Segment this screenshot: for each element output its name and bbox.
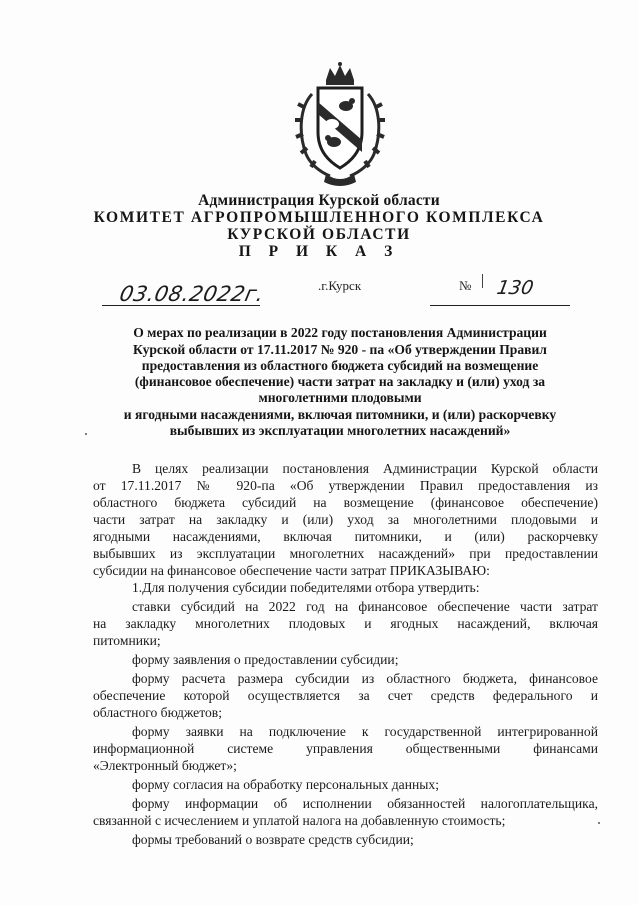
- body-line: областного бюджета субсидий на возмещение (финансовое обеспечение): [93, 495, 598, 510]
- body-line: от 17.11.2017 № 920-па «Об утверждении Правил предоставления из: [93, 478, 598, 493]
- title-line: и ягодными насаждениями, включая питомники, и (или) раскорчевку: [123, 407, 557, 422]
- title-line: (финансовое обеспечение) части затрат на закладку и (или) уход за: [134, 374, 546, 389]
- body-line: выбывших из эксплуатации многолетних насаждений» при предоставлении: [93, 546, 598, 561]
- body-line: форму информации об исполнении обязанностей налогоплательщика,: [132, 796, 598, 811]
- title-line: многолетними плодовыми: [258, 390, 422, 405]
- date-underline: [102, 305, 260, 306]
- scan-speck: [85, 433, 87, 435]
- body-line: на закладку многолетних плодовых и ягодных насаждений, включая: [93, 616, 598, 631]
- title-line: О мерах по реализации в 2022 году постановления Администрации: [133, 325, 547, 340]
- body-line: форму согласия на обработку персональных данных;: [132, 777, 439, 792]
- body-line: питомники;: [93, 633, 161, 648]
- body-line: 1.Для получения субсидии победителями отбора утвердить:: [132, 580, 480, 595]
- title-line: предоставления из областного бюджета субсидий на возмещение: [141, 358, 539, 373]
- body-line: связанной с исчеслением и уплатой налога на добавленную стоимость;: [93, 813, 506, 828]
- body-line: части затрат на закладку и (или) уход за многолетними плодовыми и: [93, 512, 598, 527]
- body-line: В целях реализации постановления Администрации Курской области: [132, 461, 598, 476]
- header-region: КУРСКОЙ ОБЛАСТИ: [227, 226, 411, 243]
- scan-speck: [598, 822, 600, 824]
- body-line: формы требований о возврате средств субсидии;: [132, 832, 414, 847]
- title-line: Курской области от 17.11.2017 № 920 - па «Об утверждении Правил: [133, 342, 547, 357]
- number-tick-mark: [482, 274, 483, 288]
- body-line: областного бюджетов;: [93, 705, 222, 720]
- body-line: форму заявления о предоставлении субсидии;: [132, 652, 399, 667]
- title-line: выбывших из эксплуатации многолетних насаждений»: [169, 423, 511, 438]
- header-order: П Р И К А З: [238, 243, 400, 260]
- handwritten-number: 130: [495, 277, 536, 299]
- body-line: «Электронный бюджет»;: [93, 758, 237, 773]
- body-line: ягодными насаждениями, включая питомники, и (или) раскорчевку: [93, 529, 598, 544]
- body-line: информационной системе управления общественными финансами: [93, 741, 598, 756]
- body-line: обеспечение которой осуществляется за счет средств федерального и: [93, 688, 598, 703]
- number-sign: №: [459, 278, 472, 293]
- header-administration: Администрация Курской области: [198, 192, 440, 209]
- city-label: .г.Курск: [318, 278, 362, 293]
- handwritten-date: 03.08.2022г.: [117, 282, 267, 306]
- body-line: форму расчета размера субсидии из областного бюджета, финансовое: [132, 671, 598, 686]
- coat-of-arms-icon: [290, 62, 390, 190]
- body-line: форму заявки на подключение к государственной интегрированной: [132, 724, 598, 739]
- body-line: субсидии на финансовое обеспечение части затрат ПРИКАЗЫВАЮ:: [93, 563, 490, 578]
- header-committee: КОМИТЕТ АГРОПРОМЫШЛЕННОГО КОМПЛЕКСА: [93, 209, 545, 226]
- number-underline: [430, 305, 570, 306]
- body-line: ставки субсидий на 2022 год на финансовое обеспечение части затрат: [132, 599, 598, 614]
